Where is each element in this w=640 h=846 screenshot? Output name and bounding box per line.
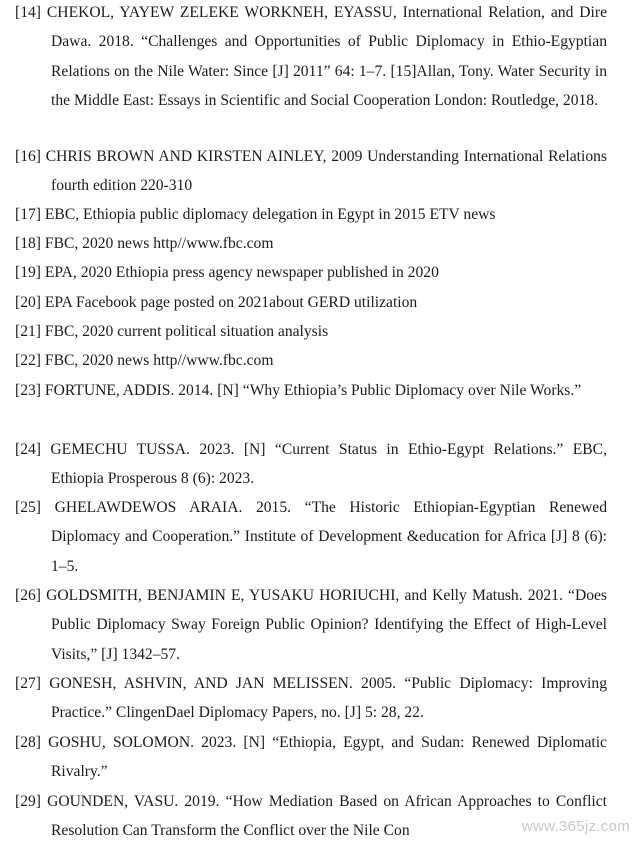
reference-text: GHELAWDEWOS ARAIA. 2015. “The Historic Ethiopian-Egyptian Renewed Diplomacy and Cooperation.” Institute of Development &education for Africa [J] 8 (6): 1–5.: [51, 499, 607, 575]
reference-25: [15, 493, 607, 581]
reference-19: [15, 258, 607, 287]
reference-text: GOSHU, SOLOMON. 2023. [N] “Ethiopia, Egypt, and Sudan: Renewed Diplomatic Rivalry.”: [48, 734, 607, 781]
reference-text: GEMECHU TUSSA. 2023. [N] “Current Status in Ethio-Egypt Relations.” EBC, Ethiopia Prosperous 8 (6): 2023.: [50, 441, 607, 488]
reference-22: [15, 346, 607, 375]
reference-number: [16]: [15, 148, 41, 165]
reference-24: [15, 435, 607, 494]
reference-text: CHEKOL, YAYEW ZELEKE WORKNEH, EYASSU, International Relation, and Dire Dawa. 2018. “Challenges and Opportunities of Public Diplomacy in Ethio-Egyptian Relations on the Nile Water: Since [J] 2011” 64: 1–7. [15]Allan, Tony. Water Security in the Middle East: Essays in Scientific and Social Cooperation London: Routledge, 2018.: [46, 4, 607, 110]
reference-23: [15, 376, 607, 405]
reference-16: [15, 142, 607, 201]
reference-number: [19]: [15, 264, 41, 281]
reference-text: FORTUNE, ADDIS. 2014. [N] “Why Ethiopia’s Public Diplomacy over Nile Works.”: [44, 382, 582, 399]
reference-number: [26]: [15, 587, 41, 604]
reference-27: [15, 669, 607, 728]
reference-text: FBC, 2020 current political situation analysis: [44, 323, 329, 340]
reference-text: EPA Facebook page posted on 2021about GERD utilization: [44, 294, 418, 311]
reference-text: FBC, 2020 news http//www.fbc.com: [44, 352, 274, 369]
reference-text: FBC, 2020 news http//www.fbc.com: [44, 235, 274, 252]
reference-21: [15, 317, 607, 346]
reference-number: [23]: [15, 382, 41, 399]
reference-text: GOUNDEN, VASU. 2019. “How Mediation Based on African Approaches to Conflict Resolution Can Transform the Conflict over the Nile Con: [47, 793, 607, 840]
reference-28: [15, 728, 607, 787]
reference-26: [15, 581, 607, 669]
reference-number: [21]: [15, 323, 41, 340]
reference-number: [25]: [15, 499, 41, 516]
reference-number: [20]: [15, 294, 41, 311]
reference-number: [24]: [15, 441, 41, 458]
reference-number: [22]: [15, 352, 41, 369]
reference-text: GOLDSMITH, BENJAMIN E, YUSAKU HORIUCHI, and Kelly Matush. 2021. “Does Public Diplomacy Sway Foreign Public Opinion? Identifying the Effect of High-Level Visits,” [J] 1342–57.: [46, 587, 608, 663]
reference-number: [18]: [15, 235, 41, 252]
reference-17: [15, 200, 607, 229]
reference-29: [15, 787, 607, 846]
reference-text: EBC, Ethiopia public diplomacy delegation in Egypt in 2015 ETV news: [44, 206, 496, 223]
reference-20: [15, 288, 607, 317]
reference-18: [15, 229, 607, 258]
reference-number: [29]: [15, 793, 41, 810]
reference-text: GONESH, ASHVIN, AND JAN MELISSEN. 2005. “Public Diplomacy: Improving Practice.” ClingenDael Diplomacy Papers, no. [J] 5: 28, 22.: [49, 675, 607, 722]
reference-text: CHRIS BROWN AND KIRSTEN AINLEY, 2009 Understanding International Relations fourth edition 220-310: [45, 148, 608, 195]
reference-number: [17]: [15, 206, 41, 223]
reference-number: [27]: [15, 675, 41, 692]
reference-14: [15, 0, 607, 116]
reference-number: [28]: [15, 734, 41, 751]
reference-text: EPA, 2020 Ethiopia press agency newspaper published in 2020: [44, 264, 439, 281]
reference-number: [14]: [15, 4, 41, 21]
site-watermark: www.365jz.com: [521, 818, 630, 835]
